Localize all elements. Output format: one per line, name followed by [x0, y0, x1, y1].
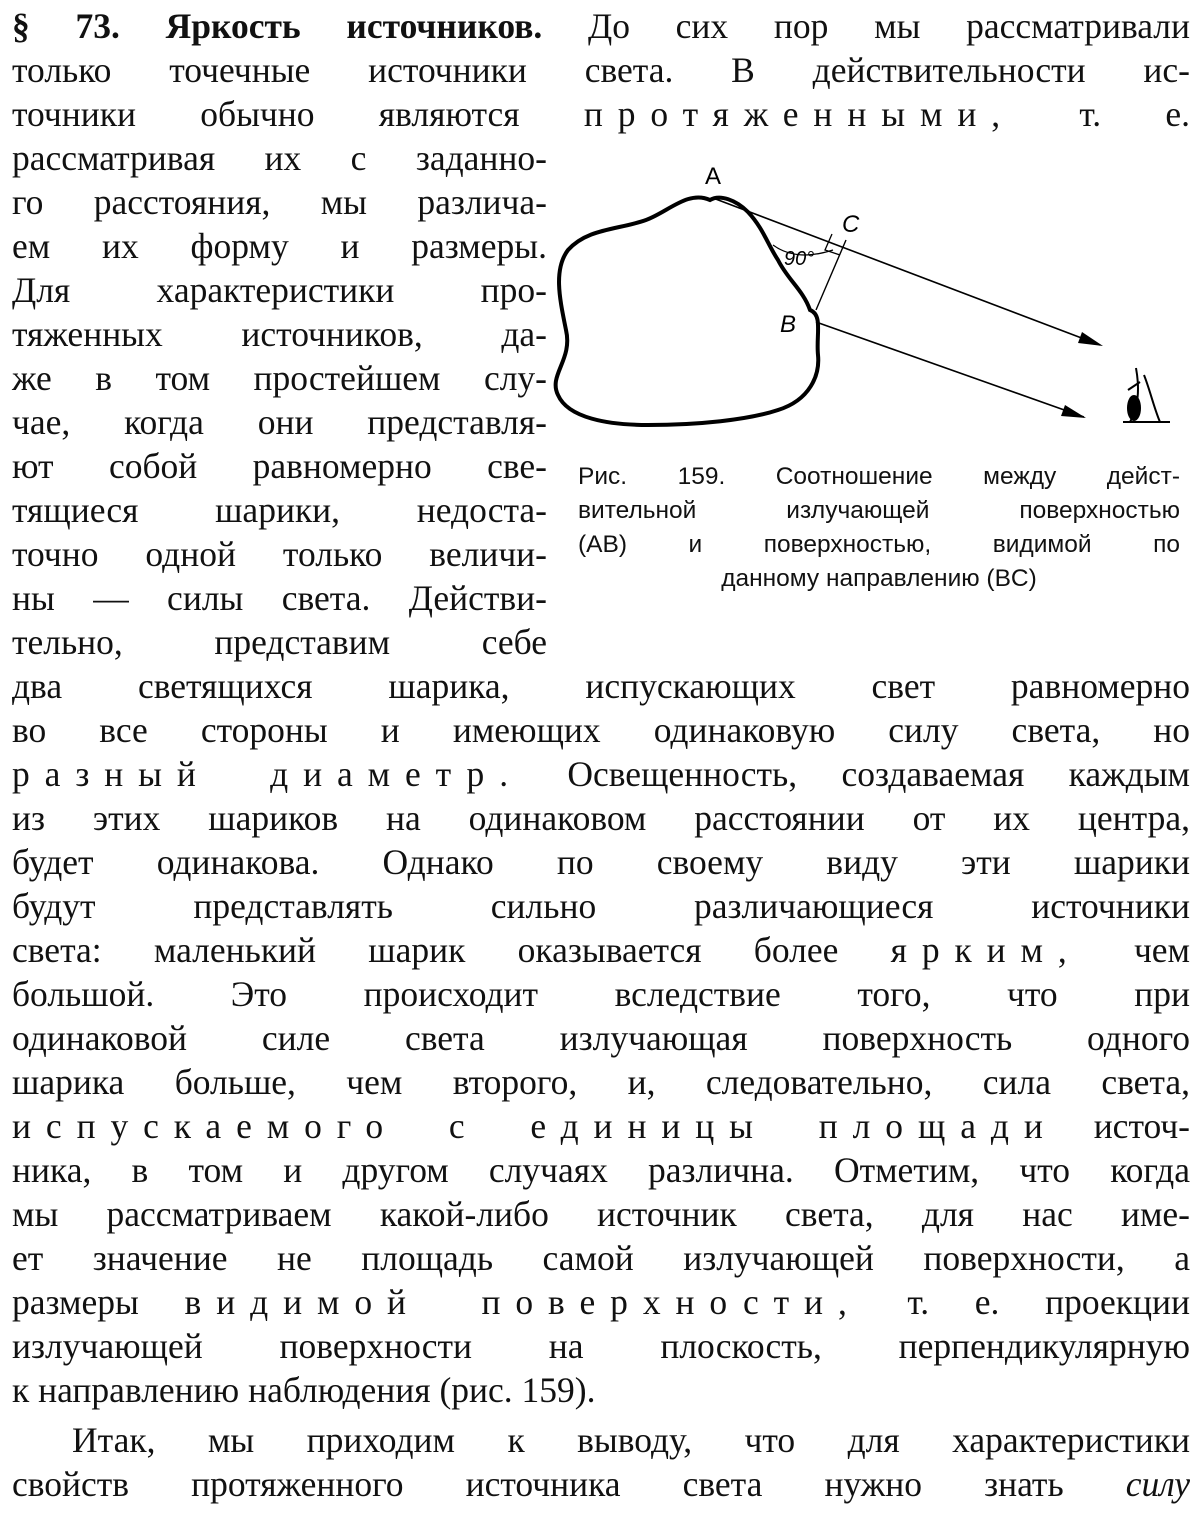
line-22-spaced: ярким, [890, 930, 1082, 970]
line-34-italic: силу [1125, 1464, 1190, 1504]
text-line-16: два светящихся шарика, испускающих свет равномерно [12, 666, 1190, 706]
text-line-2: только точечные источники света. В действительности ис- [12, 50, 1190, 90]
narrow-line-1: рассматривая их с заданно- [12, 138, 547, 178]
text-line-1 [12, 4, 1190, 48]
text-line-29: ет значение не площадь самой излучающей поверхности, а [12, 1238, 1190, 1278]
text-line-34 [12, 1462, 1190, 1506]
line-22-pre: света: маленький шарик оказывается более [12, 930, 839, 970]
line-18-rest: Освещенность, создаваемая каждым [567, 754, 1191, 794]
text-line-19: из этих шариков на одинаковом расстоянии от их центра, [12, 798, 1190, 838]
eye-icon [1123, 368, 1170, 422]
line-22-post: чем [1133, 930, 1191, 970]
line-30-pre: размеры [12, 1282, 139, 1322]
line-26-spaced: испускаемого с единицы площади [12, 1106, 1058, 1146]
narrow-line-11: ны — силы света. Действи- [12, 578, 547, 618]
text-line-33: Итак, мы приходим к выводу, что для характеристики [72, 1420, 1190, 1460]
text-line-26 [12, 1104, 1190, 1148]
caption-line-1: Рис. 159. Соотношение между дейст- [578, 463, 1180, 490]
source-outline [556, 197, 819, 425]
label-a: A [705, 163, 722, 190]
section-title: Яркость источников. [165, 6, 543, 46]
line-34-pre: свойств протяженного источника света нужно знать [12, 1464, 1064, 1504]
narrow-line-9: тящиеся шарики, недоста- [12, 490, 547, 530]
text-line-25: шарика больше, чем второго, и, следовательно, сила света, [12, 1062, 1190, 1102]
label-angle: 90° [784, 248, 815, 270]
figure-caption [578, 460, 1180, 596]
label-b: B [780, 311, 797, 338]
text-line-22 [12, 928, 1190, 972]
text-line-27: ника, в том и другом случаях различна. Отметим, что когда [12, 1150, 1190, 1190]
text-line-20: будет одинакова. Однако по своему виду эти шарики [12, 842, 1190, 882]
label-c: C [842, 211, 860, 238]
caption-line-4: данному направлению (BC) [721, 565, 1037, 592]
text-line-3 [12, 92, 1190, 136]
narrow-line-10: точно одной только величи- [12, 534, 547, 574]
arrow-head-bottom [1061, 405, 1086, 418]
narrow-line-7: чае, когда они представля- [12, 402, 547, 442]
line-3-post: т. е. [1079, 94, 1190, 134]
text-line-32: к направлению наблюдения (рис. 159). [12, 1370, 596, 1410]
line-26-post: источ- [1093, 1106, 1190, 1146]
caption-line-3: (AB) и поверхностью, видимой по [578, 531, 1180, 558]
text-line-21: будут представлять сильно различающиеся источники [12, 886, 1190, 926]
line-30-spaced: видимой поверхности, [184, 1282, 862, 1322]
narrow-line-12: тельно, представим себе [12, 622, 547, 662]
ray-from-a [713, 198, 1100, 345]
arrow-head-top [1078, 332, 1103, 346]
figure-159 [548, 150, 1188, 460]
narrow-line-2: го расстояния, мы различа- [12, 182, 547, 222]
text-line-31: излучающей поверхности на плоскость, перпендикулярную [12, 1326, 1190, 1366]
text-line-28: мы рассматриваем какой-либо источник света, для нас име- [12, 1194, 1190, 1234]
narrow-line-4: Для характеристики про- [12, 270, 547, 310]
line-30-post: т. е. проекции [907, 1282, 1190, 1322]
text-line-24: одинаковой силе света излучающая поверхность одного [12, 1018, 1190, 1058]
text-line-17: во все стороны и имеющих одинаковую силу света, но [12, 710, 1190, 750]
caption-line-2: вительной излучающей поверхностью [578, 497, 1180, 524]
line-18-spaced: разный диаметр. [12, 754, 523, 794]
section-number: § 73. [12, 6, 120, 46]
narrow-line-6: же в том простейшем слу- [12, 358, 547, 398]
line-1-rest: До сих пор мы рассматривали [587, 6, 1191, 46]
narrow-line-8: ют собой равномерно све- [12, 446, 547, 486]
text-line-30 [12, 1280, 1190, 1324]
ray-from-b [816, 322, 1084, 417]
narrow-line-3: ем их форму и размеры. [12, 226, 547, 266]
text-line-23: большой. Это происходит вследствие того, что при [12, 974, 1190, 1014]
text-line-18 [12, 752, 1190, 796]
line-3-spaced: протяженными, [583, 94, 1016, 134]
narrow-line-5: тяженных источников, да- [12, 314, 547, 354]
line-3-pre: точники обычно являются [12, 94, 520, 134]
